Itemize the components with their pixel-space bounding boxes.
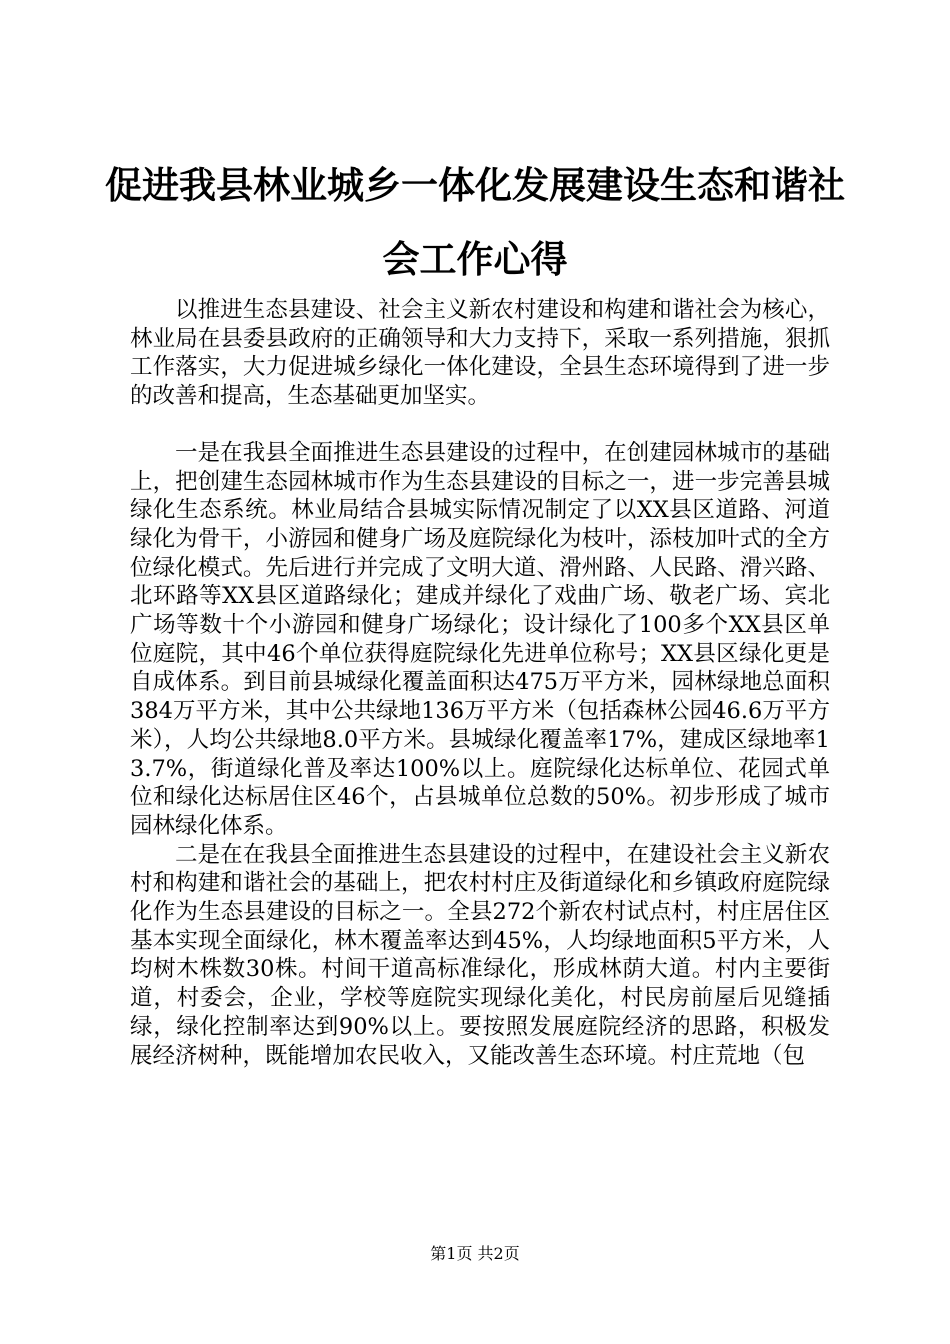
page-footer: 第1页 共2页 (430, 1244, 520, 1263)
paragraph-1: 一是在我县全面推进生态县建设的过程中，在创建园林城市的基础上，把创建生态园林城市作为生态县建设的目标之一，进一步完善县城绿化生态系统。林业局结合县城实际情况制定了以XX县区道路、河道绿化为骨干，小游园和健身广场及庭院绿化为枝叶，添枝加叶式的全方位绿化模式。先后进行并完成了文明大道、滑州路、人民路、滑兴路、北环路等XX县区道路绿化；建成并绿化了戏曲广场、敬老广场、宾北广场等数十个小游园和健身广场绿化；设计绿化了100多个XX县区单位庭院，其中46个单位获得庭院绿化先进单位称号；XX县区绿化更是自成体系。到目前县城绿化覆盖面积达475万平方米，园林绿地总面积384万平方米，其中公共绿地136万平方米（包括森林公园46.6万平方米），人均公共绿地8.0平方米。县城绿化覆盖率17%，建成区绿地率13.7%，街道绿化普及率达100%以上。庭院绿化达标单位、花园式单位和绿化达标居住区46个，占县城单位总数的50%。初步形成了城市园林绿化体系。 (130, 439, 830, 839)
document-body (130, 296, 830, 1070)
title-line-2: 会工作心得 (382, 237, 568, 281)
document-title (100, 148, 850, 296)
paragraph-2: 二是在在我县全面推进生态县建设的过程中，在建设社会主义新农村和构建和谐社会的基础上，把农村村庄及街道绿化和乡镇政府庭院绿化作为生态县建设的目标之一。全县272个新农村试点村，村庄居住区基本实现全面绿化，林木覆盖率达到45%，人均绿地面积5平方米，人均树木株数30株。村间干道高标准绿化，形成林荫大道。村内主要街道，村委会，企业，学校等庭院实现绿化美化，村民房前屋后见缝插绿，绿化控制率达到90%以上。要按照发展庭院经济的思路，积极发展经济树种，既能增加农民收入，又能改善生态环境。村庄荒地（包 (130, 841, 830, 1069)
title-line-1: 促进我县林业城乡一体化发展建设生态和谐社 (105, 163, 845, 207)
paragraph-intro: 以推进生态县建设、社会主义新农村建设和构建和谐社会为核心，林业局在县委县政府的正确领导和大力支持下，采取一系列措施，狠抓工作落实，大力促进城乡绿化一体化建设，全县生态环境得到了进一步的改善和提高，生态基础更加坚实。 (130, 297, 830, 410)
paragraph-gap (130, 411, 830, 439)
